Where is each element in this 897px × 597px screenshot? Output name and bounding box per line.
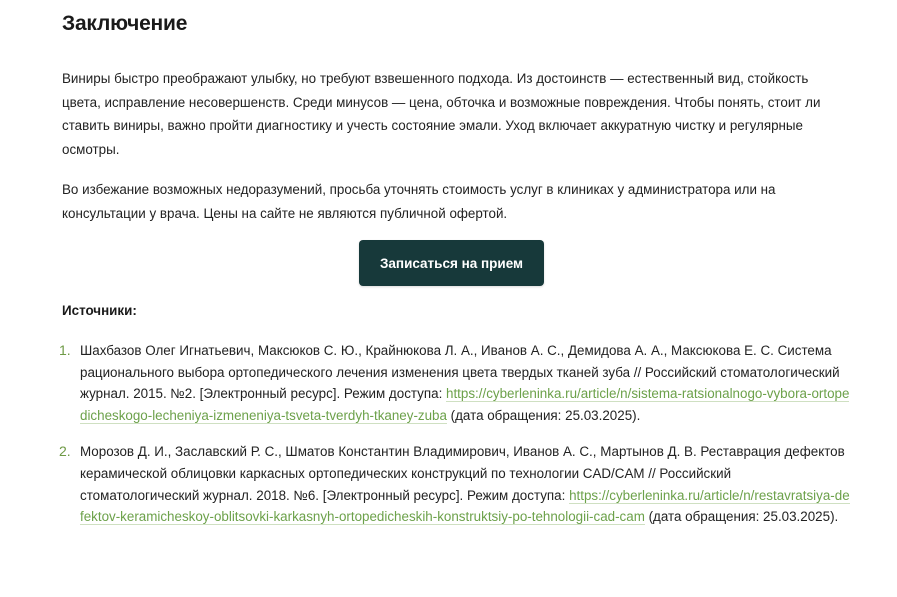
section-title: Заключение <box>62 12 188 35</box>
source-citation: Морозов Д. И., Заславский Р. С., Шматов Константин Владимирович, Иванов А. С., Мартынов Д. В. Реставрация дефектов керамической облицовки каркасных ортопедических конструкций по технологии CAD/CAM // Российский стоматологический журнал. 2018. №6. [Электронный ресурс]. Режим доступа: <box>80 444 845 503</box>
sources-list <box>59 340 852 528</box>
source-item <box>59 441 852 527</box>
pricing-disclaimer: Во избежание возможных недоразумений, просьба уточнять стоимость услуг в клиниках у администратора или на консультации у врача. Цены на сайте не являются публичной офертой. <box>62 182 776 221</box>
source-number: 1. <box>59 342 71 358</box>
source-item <box>59 340 852 426</box>
source-link[interactable]: https://cyberleninka.ru/article/n/sistema-ratsionalnogo-vybora-ortopedicheskogo-lecheniya-izmeneniya-tsveta-tverdyh-tkaney-zuba <box>80 386 850 423</box>
book-appointment-button[interactable]: Записаться на прием <box>359 240 544 286</box>
source-access-date: (дата обращения: 25.03.2025). <box>644 509 839 525</box>
source-access-date: (дата обращения: 25.03.2025). <box>446 407 641 423</box>
sources-heading: Источники: <box>62 303 137 318</box>
conclusion-paragraph: Виниры быстро преображают улыбку, но требуют взвешенного подхода. Из достоинств — естественный вид, стойкость цвета, исправление несовершенств. Среди минусов — цена, обточка и возможные повреждения. Чтобы понять, стоит ли ставить виниры, важно пройти диагностику и учесть состояние эмали. Уход включает аккуратную чистку и регулярные осмотры. <box>62 71 821 157</box>
source-citation: Шахбазов Олег Игнатьевич, Максюков С. Ю., Крайнюкова Л. А., Иванов А. С., Демидова А. А., Максюкова Е. С. Система рационального выбора ортопедического лечения изменения цвета твердых тканей зуба // Российский стоматологический журнал. 2015. №2. [Электронный ресурс]. Режим доступа: <box>80 343 840 402</box>
cta-wrapper <box>359 240 544 286</box>
source-link[interactable]: https://cyberleninka.ru/article/n/restavratsiya-defektov-keramicheskoy-oblitsovki-karkasnyh-ortopedicheskih-konstruktsiy-po-tehnologii-cad-cam <box>80 487 850 525</box>
source-number: 2. <box>59 443 71 460</box>
